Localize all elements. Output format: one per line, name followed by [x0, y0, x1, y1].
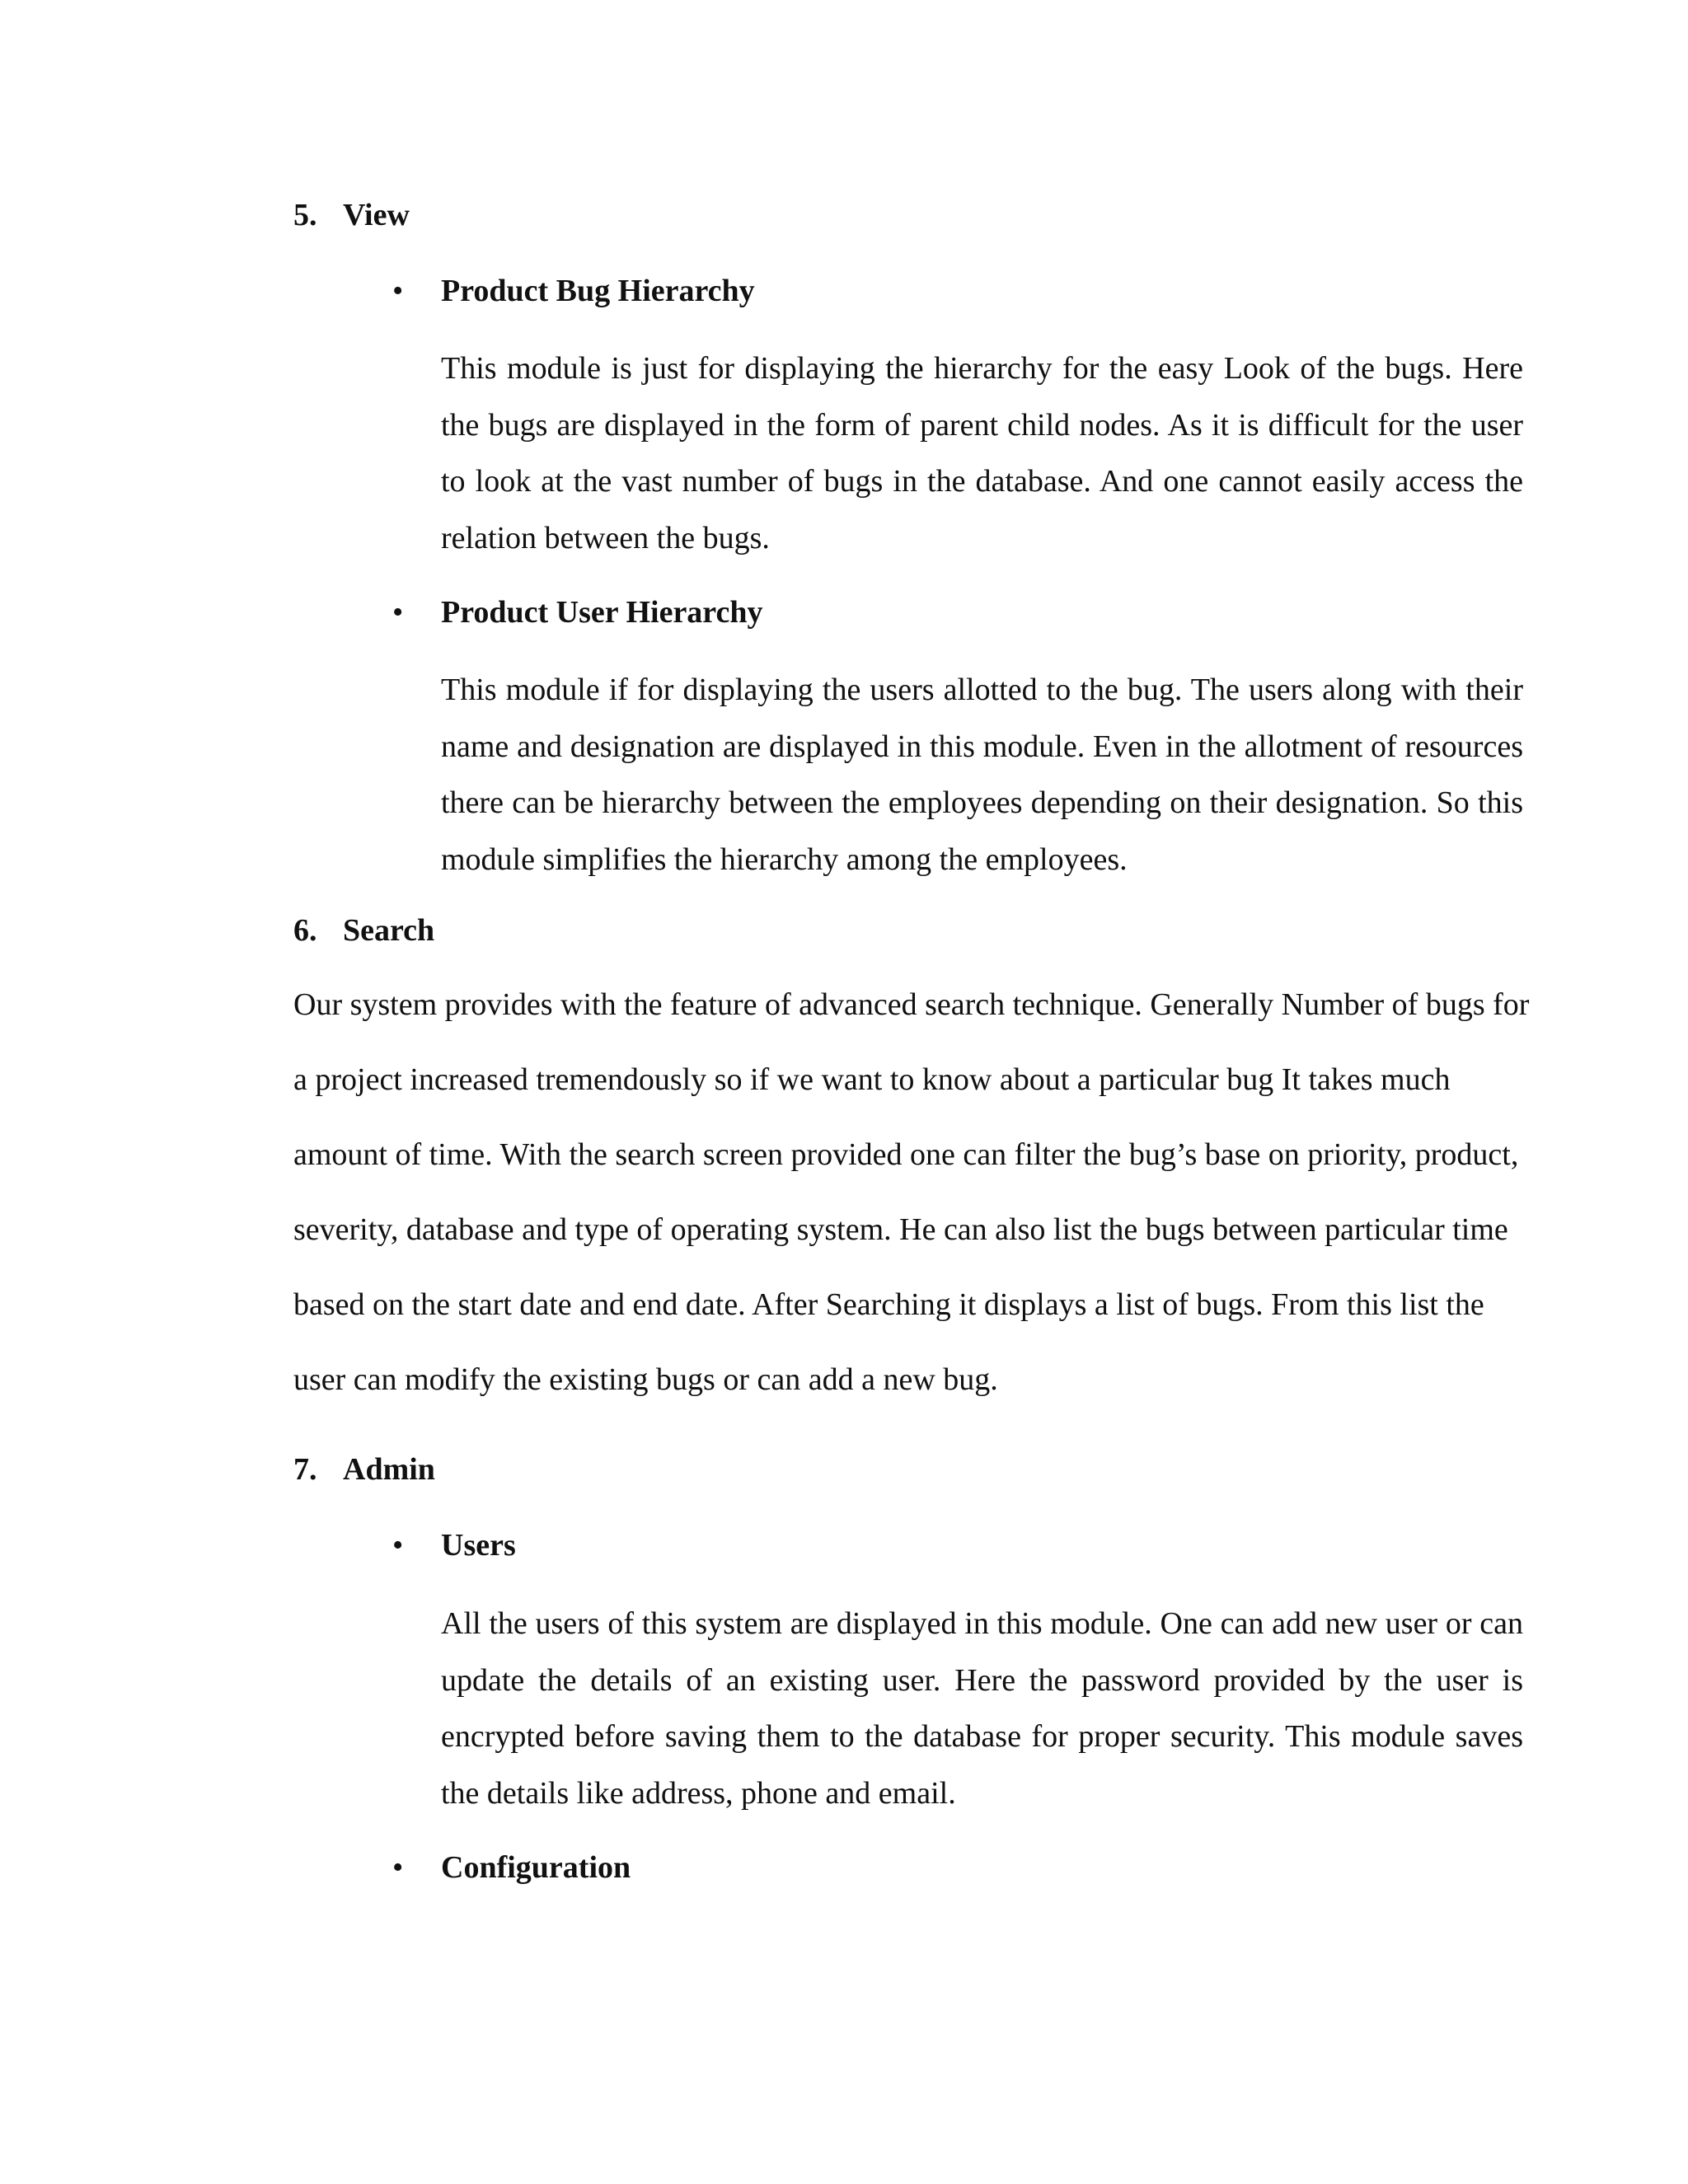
subheading-configuration: [392, 1849, 631, 1886]
subheading-title: Configuration: [441, 1850, 631, 1885]
section-heading-view: [293, 196, 410, 234]
bullet-icon: •: [392, 595, 404, 630]
subheading-product-bug-hierarchy: [392, 272, 755, 310]
bullet-icon: •: [392, 1850, 404, 1885]
paragraph-product-bug-hierarchy: This module is just for displaying the hierarchy for the easy Look of the bugs. Here the bugs are displayed in the form of parent child nodes. As it is difficult for the user to look at the vast number of bugs in the database. And one cannot easily access the relation between the bugs.: [441, 351, 1523, 555]
section-heading-admin: [293, 1451, 435, 1488]
paragraph-product-user-hierarchy: This module if for displaying the users allotted to the bug. The users along with their name and designation are displayed in this module. Even in the allotment of resources there can be hierarchy between the employees depending on their designation. So this module simplifies the hierarchy among the employees.: [441, 673, 1523, 877]
paragraph-search: Our system provides with the feature of advanced search technique. Generally Number of bugs for a project increased tremendously so if we want to know about a particular bug It takes much amount of time. With the search screen provided one can filter the bug’s base on priority, product, severity, database and type of operating system. He can also list the bugs between particular time based on the start date and end date. After Searching it displays a list of bugs. From this list the user can modify the existing bugs or can add a new bug.: [293, 987, 1530, 1397]
subheading-product-user-hierarchy: [392, 593, 762, 631]
section-title: View: [343, 198, 410, 232]
bullet-icon: •: [392, 1528, 404, 1563]
paragraph-users: All the users of this system are displayed in this module. One can add new user or can update the details of an existing user. Here the password provided by the user is encrypted before saving them to the database for proper security. This module saves the details like address, phone and email.: [441, 1606, 1523, 1811]
section-number: 5.: [293, 198, 317, 232]
section-title: Admin: [343, 1452, 435, 1487]
section-number: 6.: [293, 913, 317, 948]
bullet-icon: •: [392, 274, 404, 308]
subheading-users: [392, 1526, 516, 1564]
subheading-title: Users: [441, 1528, 516, 1563]
subheading-title: Product User Hierarchy: [441, 595, 763, 630]
section-title: Search: [343, 913, 435, 948]
section-number: 7.: [293, 1452, 317, 1487]
subheading-title: Product Bug Hierarchy: [441, 274, 755, 308]
section-heading-search: [293, 912, 434, 949]
